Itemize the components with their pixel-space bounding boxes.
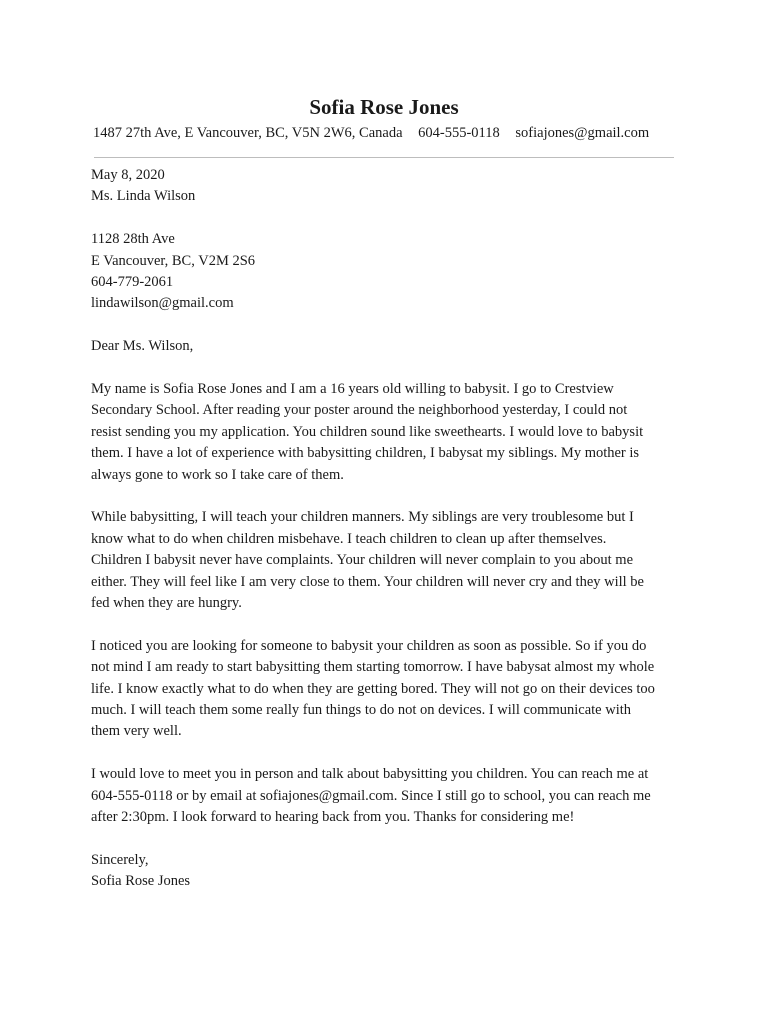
paragraph-line: not mind I am ready to start babysitting them starting tomorrow. I have babysat almost my whole xyxy=(91,659,655,676)
paragraph-line: either. They will feel like I am very close to them. Your children will never cry and they will be xyxy=(91,573,644,590)
paragraph-line: fed when they are hungry. xyxy=(91,595,242,612)
paragraph-line: life. I know exactly what to do when they are getting bored. They will not go on their devices too xyxy=(91,680,655,697)
closing: Sincerely, xyxy=(91,851,149,868)
paragraph-availability xyxy=(91,636,681,743)
paragraph-line: resist sending you my application. You children sound like sweethearts. I would love to babysit xyxy=(91,423,644,440)
recipient-address-line-2: E Vancouver, BC, V2M 2S6 xyxy=(91,252,256,269)
sender-email: sofiajones@gmail.com xyxy=(515,125,650,141)
paragraph-line: Secondary School. After reading your poster around the neighborhood yesterday, I could not xyxy=(91,402,628,419)
sender-address: 1487 27th Ave, E Vancouver, BC, V5N 2W6, Canada xyxy=(93,125,403,141)
salutation: Dear Ms. Wilson, xyxy=(91,338,194,355)
paragraph-babysitting xyxy=(91,507,681,614)
recipient-name: Ms. Linda Wilson xyxy=(91,188,196,205)
paragraph-line: While babysitting, I will teach your children manners. My siblings are very troublesome but I xyxy=(91,509,634,526)
paragraph-line: 604-555-0118 or by email at sofiajones@gmail.com. Since I still go to school, you can reach me xyxy=(91,787,651,804)
paragraph-intro xyxy=(91,379,681,486)
paragraph-line: them. I have a lot of experience with babysitting children, I babysat my siblings. My mother is xyxy=(91,445,640,462)
sender-name: Sofia Rose Jones xyxy=(309,95,459,119)
paragraph-line: much. I will teach them some really fun things to do not on devices. I will communicate with xyxy=(91,702,632,719)
letter-body xyxy=(91,165,681,893)
recipient-phone: 604-779-2061 xyxy=(91,274,174,291)
paragraph-line: always gone to work so I take care of them. xyxy=(91,466,344,483)
sender-contact-line xyxy=(93,124,683,142)
paragraph-line: I would love to meet you in person and talk about babysitting you children. You can reach me at xyxy=(91,766,649,783)
paragraph-line: know what to do when children misbehave. I teach children to clean up after themselves. xyxy=(91,530,607,547)
paragraph-line: after 2:30pm. I look forward to hearing back from you. Thanks for considering me! xyxy=(91,809,575,826)
recipient-address-line-1: 1128 28th Ave xyxy=(91,231,175,248)
header-divider xyxy=(94,157,674,158)
paragraph-line: Children I babysit never have complaints. Your children will never complain to you about me xyxy=(91,552,634,569)
paragraph-contact xyxy=(91,764,681,828)
sender-phone: 604-555-0118 xyxy=(418,125,500,141)
signature: Sofia Rose Jones xyxy=(91,873,191,890)
letter-date: May 8, 2020 xyxy=(91,167,165,183)
paragraph-line: My name is Sofia Rose Jones and I am a 16 years old willing to babysit. I go to Crestview xyxy=(91,381,614,398)
paragraph-line: I noticed you are looking for someone to babysit your children as soon as possible. So if you do xyxy=(91,637,647,654)
recipient-email: lindawilson@gmail.com xyxy=(91,295,234,312)
paragraph-line: them very well. xyxy=(91,723,182,740)
letterhead xyxy=(0,94,768,120)
